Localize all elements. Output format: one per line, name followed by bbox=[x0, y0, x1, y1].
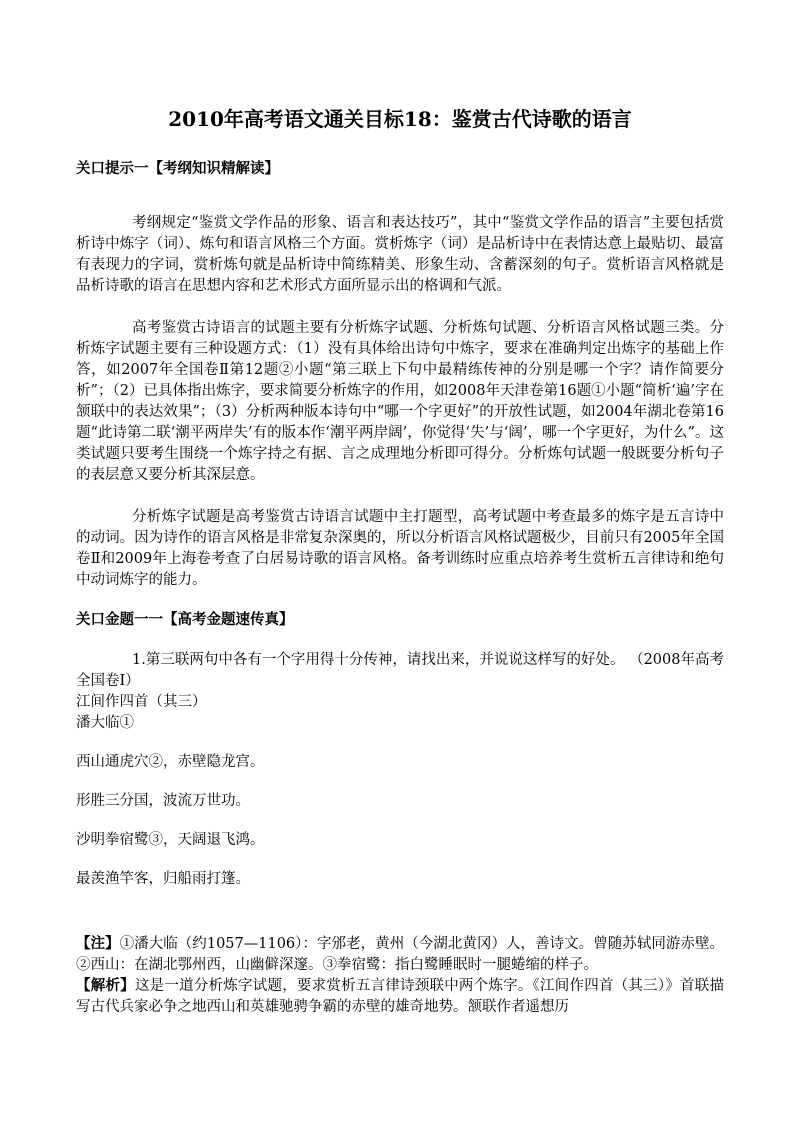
analysis-paragraph bbox=[76, 975, 724, 1018]
poem-line: 沙明拳宿鹭③，天阔退飞鸿。 bbox=[76, 832, 265, 848]
note-text: ①潘大临（约1057—1106）：字邠老，黄州（今湖北黄冈）人，善诗文。曾随苏轼同游赤壁。②西山：在湖北鄂州西，山幽僻深邃。③拳宿鹭：指白鹭睡眠时一腿蜷缩的样子。 bbox=[76, 936, 725, 973]
poem-line: 西山通虎穴②，赤壁隐龙宫。 bbox=[76, 754, 265, 770]
poem-title: 江间作四首（其三） bbox=[76, 694, 207, 710]
section-heading-2: 关口金题一一【高考金题速传真】 bbox=[76, 611, 294, 628]
poem-line: 最羡渔竿客，归船雨打篷。 bbox=[76, 871, 250, 887]
question-text: 1.第三联两句中各有一个字用得十分传神，请找出来，并说说这样写的好处。 （2008年高考全国卷Ⅰ） bbox=[76, 652, 724, 689]
analysis-label: 【解析】 bbox=[76, 977, 135, 994]
note-paragraph bbox=[76, 933, 724, 976]
section-heading-1: 关口提示一【考纲知识精解读】 bbox=[76, 160, 279, 177]
analysis-text: 这是一道分析炼字试题，要求赏析五言律诗颈联中两个炼字。《江间作四首（其三）》首联描写古代兵家必争之地西山和英雄驰骋争霸的赤壁的雄奇地势。颔联作者遥想历 bbox=[76, 978, 725, 1015]
page-title: 2010年高考语文通关目标18：鉴赏古代诗歌的语言 bbox=[168, 107, 632, 131]
paragraph-1: 考纲规定“鉴赏文学作品的形象、语言和表达技巧”，其中“鉴赏文学作品的语言”主要包括赏析诗中炼字（词）、炼句和语言风格三个方面。赏析炼字（词）是品析诗中在表情达意上最贴切、最富有表现力的字词，赏析炼句就是品析诗中简练精美、形象生动、含蓄深刻的句子。赏析语言风格就是品析诗歌的语言在思想内容和艺术形式方面所显示出的格调和气派。 bbox=[76, 215, 724, 294]
poet-name: 潘大临① bbox=[76, 715, 134, 731]
poem-line: 形胜三分国，波流万世功。 bbox=[76, 793, 250, 809]
paragraph-3: 分析炼字试题是高考鉴赏古诗语言试题中主打题型，高考试题中考查最多的炼字是五言诗中的动词。因为诗作的语言风格是非常复杂深奥的，所以分析语言风格试题极少，目前只有2005年全国卷Ⅱ和2009年上海卷考查了白居易诗歌的语言风格。备考训练时应重点培养考生赏析五言律诗和绝句中动词炼字的能力。 bbox=[76, 509, 724, 588]
paragraph-2: 高考鉴赏古诗语言的试题主要有分析炼字试题、分析炼句试题、分析语言风格试题三类。分析炼字试题主要有三种设题方式：（1）没有具体给出诗句中炼字，要求在准确判定出炼字的基础上作答，如2007年全国卷Ⅱ第12题②小题“第三联上下句中最精练传神的分别是哪一个字？请作简要分析”；（2）已具体指出炼字，要求简要分析炼字的作用，如2008年天津卷第16题①小题“简析‘遍’字在颔联中的表达效果”；（3）分析两种版本诗句中“哪一个字更好”的开放性试题，如2004年湖北卷第16题“此诗第二联‘潮平两岸失’有的版本作‘潮平两岸阔’，你觉得‘失’与‘阔’，哪一个字更好，为什么”。这类试题只要考生围绕一个炼字持之有据、言之成理地分析即可得分。分析炼句试题一般既要分析句子的表层意又要分析其深层意。 bbox=[76, 320, 724, 483]
note-label: 【注】 bbox=[76, 935, 120, 952]
